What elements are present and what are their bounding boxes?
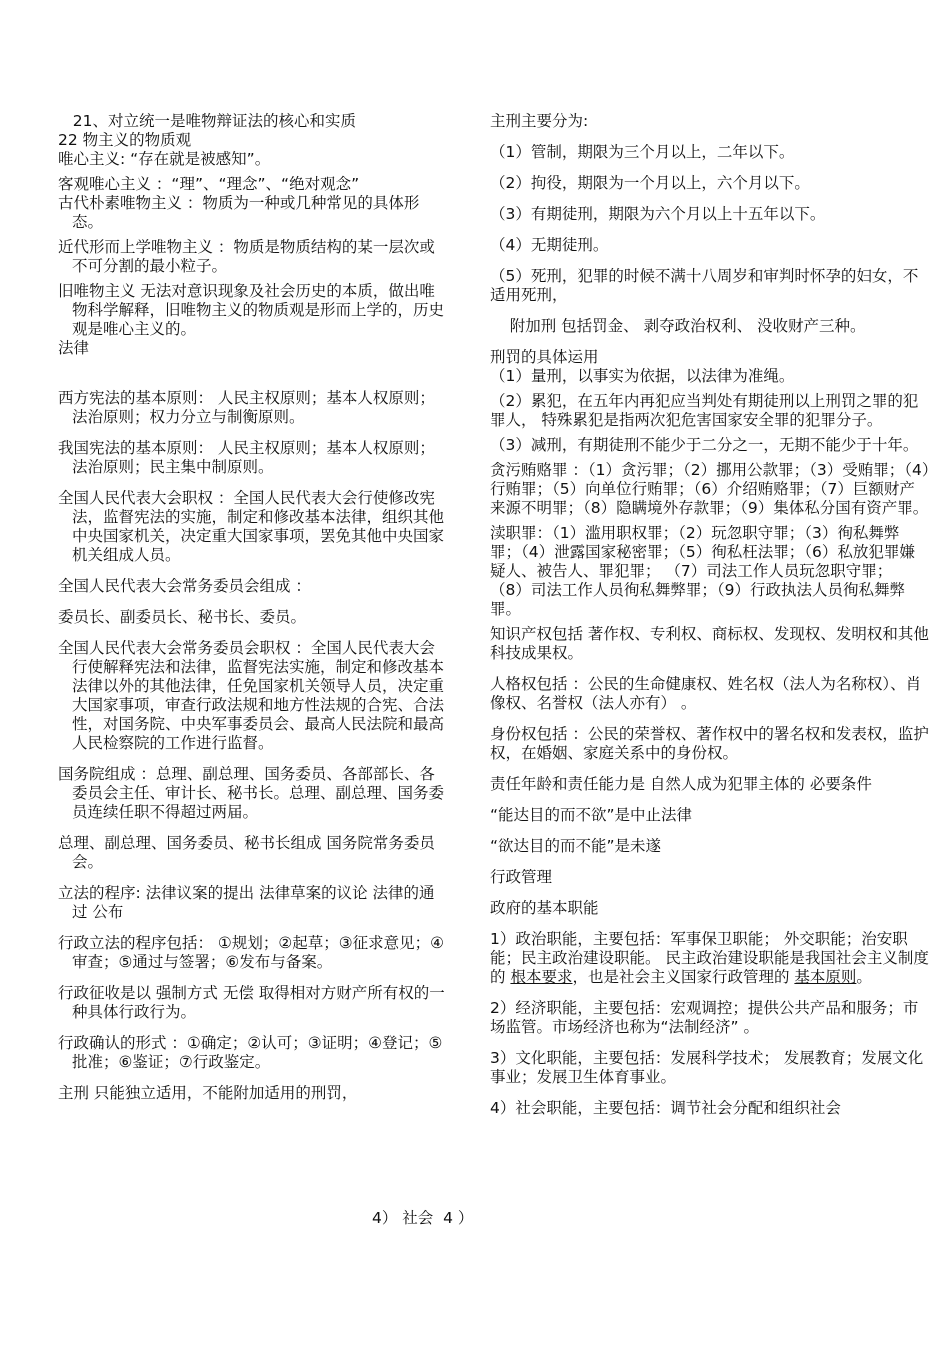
list-item: （5）死刑，犯罪的时候不满十八周岁和审判时怀孕的妇女，不适用死刑， (490, 267, 919, 304)
text-run: ，也是社会主义国家行政管理的 (572, 968, 795, 986)
list-item: （3）有期徒刑，期限为六个月以上十五年以下。 (490, 205, 826, 223)
paragraph: 责任年龄和责任能力是 自然人成为犯罪主体的 必要条件 (490, 775, 872, 793)
paragraph: “能达目的而不欲”是中止法律 (490, 806, 693, 824)
paragraph: 贪污贿赂罪 ：（1）贪污罪；（2）挪用公款罪；（3）受贿罪；（4）行贿罪；（5）向单位行贿罪；（6）介绍贿赂罪；（7）巨额财产来源不明罪；（8）隐瞒境外存款罪；（9）集体私分国有资产罪。 (490, 461, 930, 517)
underlined-term: 根本要求 (510, 968, 573, 986)
paragraph: 3）文化职能，主要包括：发展科学技术； 发展教育；发展文化事业；发展卫生体育事业。 (490, 1049, 924, 1086)
paragraph: 身份权包括 ：公民的荣誉权、著作权中的署名权和发表权，监护权，在婚姻、家庭关系中的身份权。 (490, 725, 929, 762)
page-footer: 4） 社会 4 ） (372, 1209, 474, 1227)
section-heading: 法律 (58, 339, 90, 357)
paragraph: 行政确认的形式 ：①确定；②认可；③证明；④登记；⑤批准；⑥鉴证；⑦行政鉴定。 (58, 1034, 443, 1071)
paragraph: “欲达目的而不能”是未遂 (490, 837, 662, 855)
paragraph: 渎职罪：（1）滥用职权罪；（2）玩忽职守罪；（3）徇私舞弊罪；（4）泄露国家秘密罪；（5）徇私枉法罪；（6）私放犯罪嫌疑人、被告人、罪犯罪； （7）司法工作人员玩忽职守罪； （8）司法工作人员徇私舞弊罪；（9）行政执法人员徇私舞弊罪。 (490, 524, 915, 618)
paragraph: 全国人民代表大会职权 ：全国人民代表大会行使修改宪法，监督宪法的实施，制定和修改基本法律，组织其他中央国家机关，决定重大国家事项，罢免其他中央国家机关组成人员。 (58, 489, 445, 564)
section-heading: 刑罚的具体运用 (490, 348, 599, 366)
paragraph: 2）经济职能，主要包括：宏观调控；提供公共产品和服务；市场监管。市场经济也称为“法制经济” 。 (490, 999, 919, 1036)
paragraph: 行政征收是以 强制方式 无偿 取得相对方财产所有权的一种具体行政行为。 (58, 984, 445, 1021)
left-column (58, 112, 448, 1103)
paragraph: 主刑主要分为: (490, 112, 589, 130)
list-item: （3）减刑，有期徒刑不能少于二分之一，无期不能少于十年。 (490, 436, 919, 454)
underlined-term: 基本原则 (794, 968, 857, 986)
section-heading: 政府的基本职能 (490, 899, 599, 917)
text-run: 。 (856, 968, 872, 986)
paragraph: 我国宪法的基本原则： 人民主权原则；基本人权原则；法治原则；民主集中制原则。 (58, 439, 435, 476)
list-item: （2）拘役，期限为一个月以上，六个月以下。 (490, 174, 810, 192)
paragraph: 4）社会职能，主要包括：调节社会分配和组织社会 (490, 1099, 841, 1117)
paragraph: 委员长、副委员长、秘书长、委员。 (58, 608, 307, 626)
paragraph: 客观唯心主义 ：“理”、“理念”、“绝对观念” (58, 175, 360, 193)
paragraph: 国务院组成 ：总理、副总理、国务委员、各部部长、各委员会主任、审计长、秘书长。总理、副总理、国务委员连续任职不得超过两届。 (58, 765, 445, 821)
list-item: （1）管制，期限为三个月以上，二年以下。 (490, 143, 795, 161)
text-run: 1）政治职能，主要包括：军事保卫职能； 外交职能；治安职能；民主政治建设职能。 民主政治建设职能是我国社会主义制度的 (490, 930, 929, 986)
paragraph: 人格权包括 ：公民的生命健康权、姓名权（法人为名称权）、肖像权、名誉权（法人亦有） 。 (490, 675, 922, 712)
list-item: （4）无期徒刑。 (490, 236, 609, 254)
paragraph: 唯心主义: “存在就是被感知”。 (58, 150, 271, 168)
paragraph: 全国人民代表大会常务委员会组成 ： (58, 577, 311, 595)
paragraph: 行政立法的程序包括： ①规划；②起草；③征求意见；④审查；⑤通过与签署；⑥发布与备案。 (58, 934, 445, 971)
section-heading: 行政管理 (490, 868, 553, 886)
paragraph (490, 930, 930, 987)
paragraph: 知识产权包括 著作权、专利权、商标权、发现权、发明权和其他科技成果权。 (490, 625, 929, 662)
paragraph: 古代朴素唯物主义 ：物质为一种或几种常见的具体形态。 (58, 194, 420, 231)
paragraph: 总理、副总理、国务委员、秘书长组成 国务院常务委员会。 (58, 834, 435, 871)
paragraph: 旧唯物主义 无法对意识现象及社会历史的本质，做出唯物科学解释，旧唯物主义的物质观是形而上学的，历史观是唯心主义的。 (58, 282, 445, 338)
paragraph: 主刑 只能独立适用，不能附加适用的刑罚， (58, 1084, 358, 1102)
list-item: （1）量刑，以事实为依据，以法律为准绳。 (490, 367, 795, 385)
paragraph: 西方宪法的基本原则： 人民主权原则；基本人权原则；法治原则；权力分立与制衡原则。 (58, 389, 435, 426)
paragraph: 22 物主义的物质观 (58, 131, 192, 149)
paragraph: 近代形而上学唯物主义 ：物质是物质结构的某一层次或不可分割的最小粒子。 (58, 238, 435, 275)
paragraph: 全国人民代表大会常务委员会职权 ：全国人民代表大会行使解释宪法和法律，监督宪法实施，制定和修改基本法律以外的其他法律，任免国家机关领导人员，决定重大国家事项，审查行政法规和地方性法规的合宪、合法性，对国务院、中央军事委员会、最高人民法院和最高人民检察院的工作进行监督。 (58, 639, 445, 752)
right-column (490, 112, 930, 1118)
list-item: （2）累犯，在五年内再犯应当判处有期徒刑以上刑罚之罪的犯罪人， 特殊累犯是指两次犯危害国家安全罪的犯罪分子。 (490, 392, 919, 429)
paragraph: 附加刑 包括罚金、 剥夺政治权利、 没收财产三种。 (490, 317, 866, 335)
paragraph: 21、对立统一是唯物辩证法的核心和实质 (58, 112, 357, 130)
paragraph: 立法的程序: 法律议案的提出 法律草案的议论 法律的通过 公布 (58, 884, 435, 921)
